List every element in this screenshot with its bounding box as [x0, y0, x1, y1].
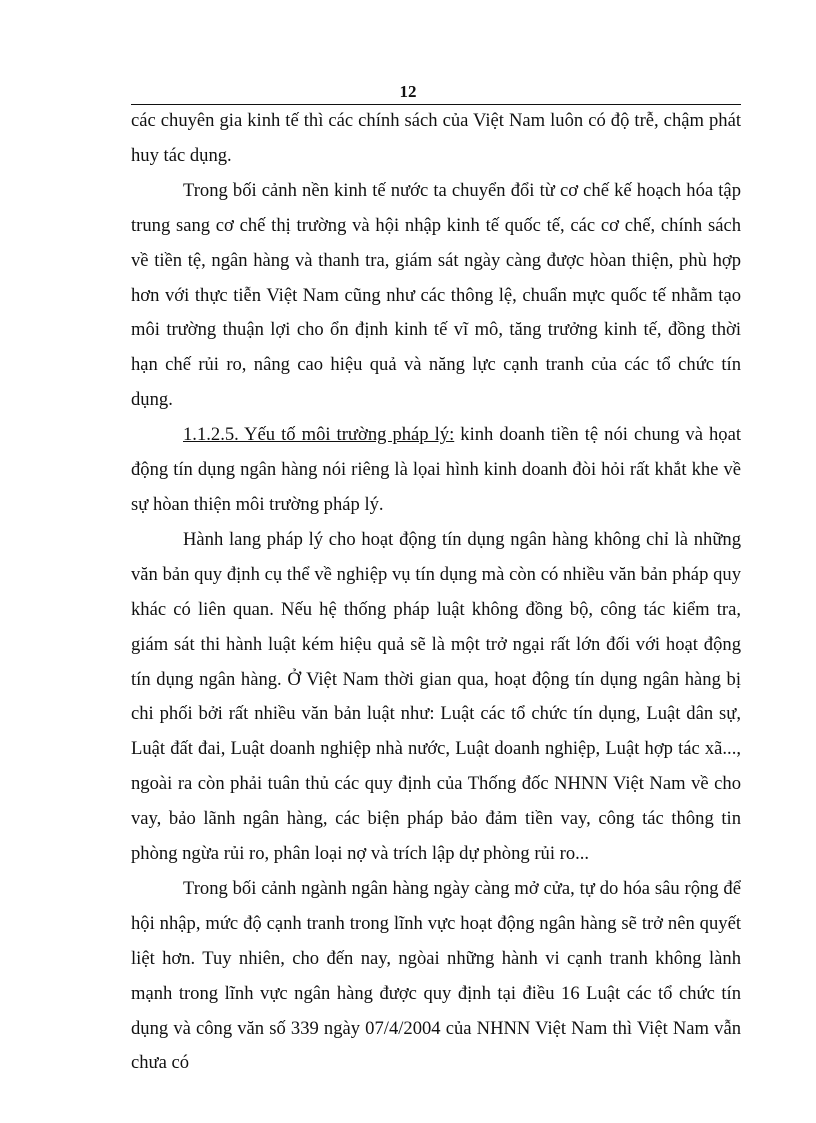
paragraph-legal-framework: Hành lang pháp lý cho hoạt động tín dụng ngân hàng không chỉ là những văn bản quy định cụ thể về nghiệp vụ tín dụng mà còn có nhiều văn bản pháp quy khác có liên quan. Nếu hệ thống pháp luật không đồng bộ, công tác kiểm tra, giám sát thi hành luật kém hiệu quả sẽ là một trở ngại rất lớn đối với hoạt động tín dụng ngân hàng. Ở Việt Nam thời gian qua, hoạt động tín dụng ngân hàng bị chi phối bởi rất nhiều văn bản luật như: Luật các tổ chức tín dụng, Luật dân sự, Luật đất đai, Luật doanh nghiệp nhà nước, Luật doanh nghiệp, Luật hợp tác xã..., ngoài ra còn phải tuân thủ các quy định của Thống đốc NHNN Việt Nam về cho vay, bảo lãnh ngân hàng, các biện pháp bảo đảm tiền vay, công tác thông tin phòng ngừa rủi ro, phân loại nợ và trích lập dự phòng rủi ro...	[131, 528, 741, 865]
paragraph-competition: Trong bối cảnh ngành ngân hàng ngày càng mở cửa, tự do hóa sâu rộng để hội nhập, mức độ cạnh tranh trong lĩnh vực hoạt động ngân hàng sẽ trở nên quyết liệt hơn. Tuy nhiên, cho đến nay, ngòai những hành vi cạnh tranh không lành mạnh trong lĩnh vực ngân hàng được quy định tại điều 16 Luật các tổ chức tín dụng và công văn số 339 ngày 07/4/2004 của NHNN Việt Nam thì Việt Nam vẫn chưa có	[131, 877, 741, 1074]
paragraph-continuation: các chuyên gia kinh tế thì các chính sách của Việt Nam luôn có độ trễ, chậm phát huy tác dụng.	[131, 110, 741, 166]
paragraph-legal-environment	[131, 418, 741, 523]
paragraph-legal-environment-text: kinh doanh tiền tệ nói chung và họat động tín dụng ngân hàng nói riêng là lọai hình kinh doanh đòi hỏi rất khắt khe về sự hòan thiện môi trường pháp lý.	[131, 424, 742, 515]
paragraph-economic-context: Trong bối cảnh nền kinh tế nước ta chuyển đổi từ cơ chế kế hoạch hóa tập trung sang cơ chế thị trường và hội nhập kinh tế quốc tế, các cơ chế, chính sách về tiền tệ, ngân hàng và thanh tra, giám sát ngày càng được hòan thiện, phù hợp hơn với thực tiễn Việt Nam cũng như các thông lệ, chuẩn mực quốc tế nhằm tạo môi trường thuận lợi cho ổn định kinh tế vĩ mô, tăng trưởng kinh tế, đồng thời hạn chế rủi ro, nâng cao hiệu quả và năng lực cạnh tranh của các tổ chức tín dụng.	[131, 179, 741, 411]
page-number: 12	[399, 82, 417, 101]
document-body	[131, 104, 741, 1081]
section-heading: 1.1.2.5. Yếu tố môi trường pháp lý:	[183, 424, 455, 446]
